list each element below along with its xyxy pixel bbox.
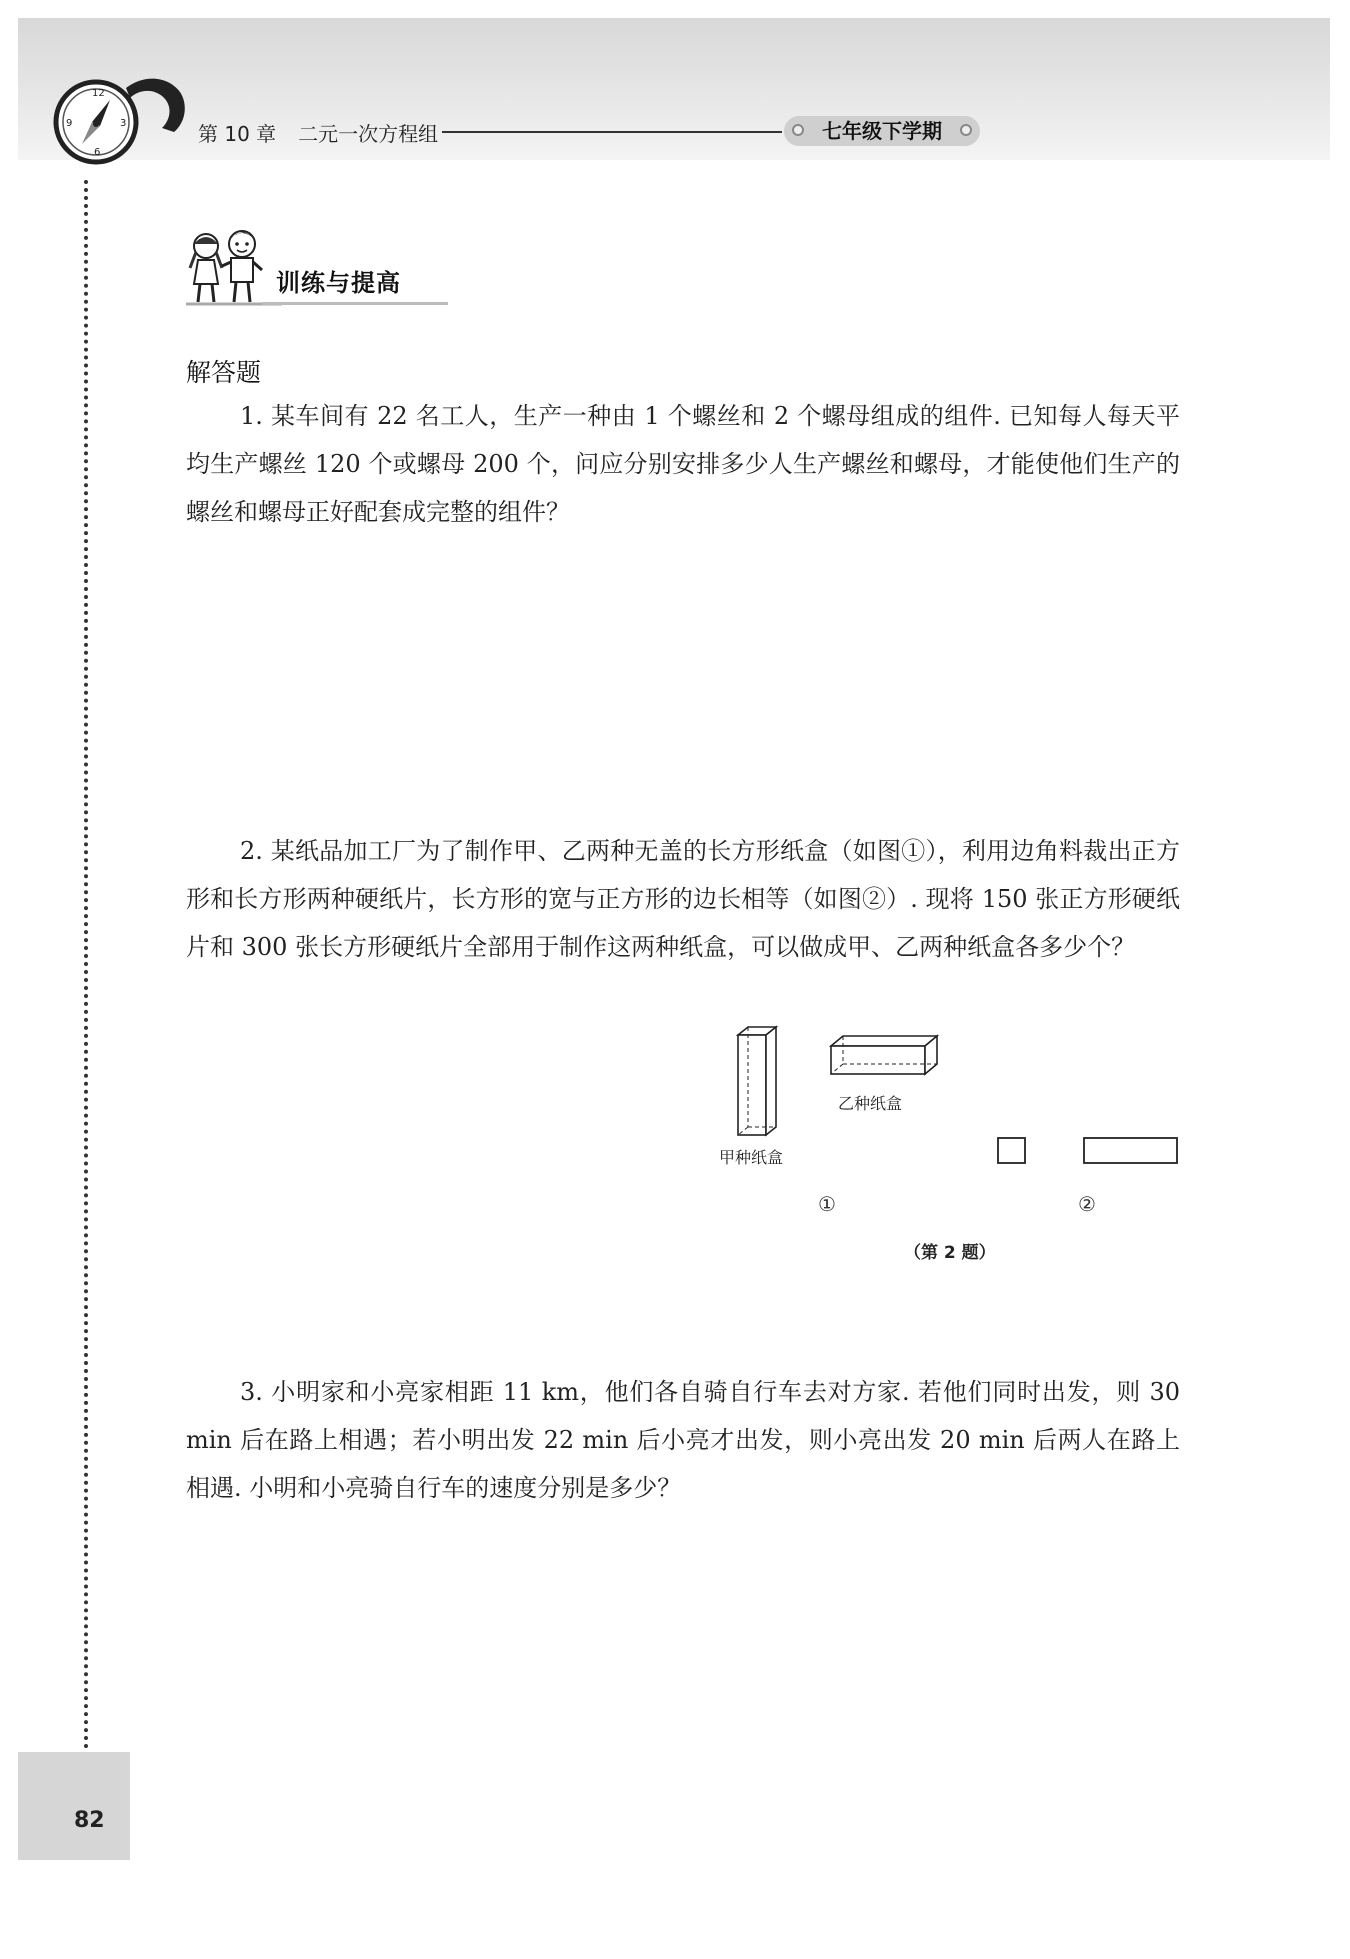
page-number: 82 — [74, 1808, 105, 1833]
figure-caption: （第 2 题） — [904, 1243, 996, 1263]
margin-dotted-line — [84, 180, 92, 1750]
tall-box-figure — [736, 1025, 780, 1137]
svg-text:12: 12 — [92, 88, 105, 99]
svg-text:6: 6 — [94, 147, 101, 158]
problem-3: 3. 小明家和小亮家相距 11 km，他们各自骑自行车去对方家. 若他们同时出发，则 30 min 后在路上相遇；若小明出发 22 min 后小亮才出发，则小亮出发 20 min 后两人在路上相遇. 小明和小亮骑自行车的速度分别是多少？ — [186, 1378, 1180, 1502]
section-rule — [262, 302, 448, 305]
pill-left-dot-icon — [792, 124, 804, 136]
compass-logo-icon — [48, 70, 198, 180]
chapter-title: 二元一次方程组 — [298, 122, 439, 146]
section-title: 训练与提高 — [276, 269, 401, 297]
figure-marker-1: ① — [818, 1192, 836, 1216]
part-heading: 解答题 — [186, 358, 262, 387]
grade-badge — [784, 116, 980, 146]
figure-marker-2: ② — [1078, 1192, 1096, 1216]
svg-text:9: 9 — [66, 118, 73, 129]
pill-right-dot-icon — [960, 124, 972, 136]
rectangle-card-figure — [1083, 1137, 1179, 1165]
grade-label: 七年级下学期 — [822, 119, 942, 143]
page-number-tab — [18, 1752, 130, 1860]
flat-box-figure — [829, 1034, 939, 1076]
chapter-line — [198, 118, 438, 147]
svg-text:3: 3 — [120, 118, 127, 129]
problem-2: 2. 某纸品加工厂为了制作甲、乙两种无盖的长方形纸盒（如图①），利用边角料裁出正方形和长方形两种硬纸片，长方形的宽与正方形的边长相等（如图②）. 现将 150 张正方形硬纸片和 300 张长方形硬纸片全部用于制作这两种纸盒，可以做成甲、乙两种纸盒各多少个？ — [186, 837, 1180, 961]
square-card-figure — [997, 1137, 1027, 1165]
header-rule — [442, 131, 782, 133]
box-b-label: 乙种纸盒 — [838, 1094, 903, 1113]
problem-1: 1. 某车间有 22 名工人，生产一种由 1 个螺丝和 2 个螺母组成的组件. 已知每人每天平均生产螺丝 120 个或螺母 200 个，问应分别安排多少人生产螺丝和螺母，才能使他们生产的螺丝和螺母正好配套成完整的组件？ — [186, 402, 1180, 526]
box-a-label: 甲种纸盒 — [719, 1148, 784, 1167]
chapter-number: 第 10 章 — [198, 122, 277, 146]
